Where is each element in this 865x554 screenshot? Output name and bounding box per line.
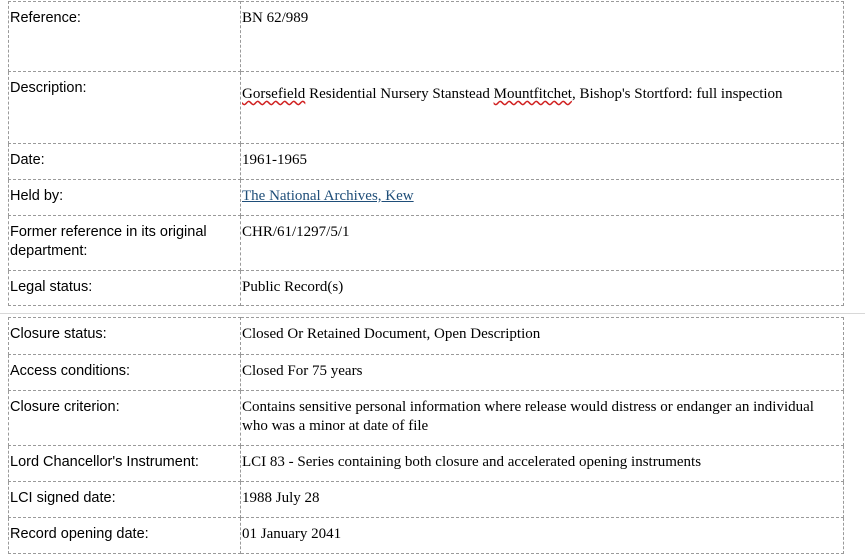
- table-row: [9, 271, 844, 306]
- reference-value: BN 62/989: [241, 2, 844, 72]
- description-label: Description:: [9, 72, 241, 144]
- page-separator: [0, 313, 865, 314]
- misspelled-word: Gorsefield: [242, 86, 306, 102]
- table-row: [9, 518, 844, 554]
- closure-status-value: Closed Or Retained Document, Open Description: [241, 318, 844, 355]
- date-value: 1961-1965: [241, 144, 844, 180]
- lci-signed-date-label: LCI signed date:: [9, 482, 241, 518]
- table-row: [9, 446, 844, 482]
- held-by-label: Held by:: [9, 180, 241, 216]
- misspelled-word: Mountfitchet: [493, 86, 572, 102]
- held-by-value: [241, 180, 844, 216]
- access-conditions-label: Access conditions:: [9, 355, 241, 391]
- table-row: [9, 355, 844, 391]
- legal-status-value: Public Record(s): [241, 271, 844, 306]
- held-by-link[interactable]: The National Archives, Kew: [242, 188, 414, 204]
- date-label: Date:: [9, 144, 241, 180]
- table-row: [9, 216, 844, 271]
- closure-criterion-value: Contains sensitive personal information where release would distress or endanger an individual who was a minor at date of file: [241, 391, 844, 446]
- table-row: [9, 144, 844, 180]
- record-opening-date-value: 01 January 2041: [241, 518, 844, 554]
- access-conditions-value: Closed For 75 years: [241, 355, 844, 391]
- record-opening-date-label: Record opening date:: [9, 518, 241, 554]
- lci-signed-date-value: 1988 July 28: [241, 482, 844, 518]
- closure-status-label: Closure status:: [9, 318, 241, 355]
- lord-chancellors-instrument-value: LCI 83 - Series containing both closure and accelerated opening instruments: [241, 446, 844, 482]
- table-row: [9, 482, 844, 518]
- former-reference-label: Former reference in its original department:: [9, 216, 241, 271]
- table-row: [9, 180, 844, 216]
- description-value: Gorsefield Residential Nursery Stanstead Mountfitchet, Bishop's Stortford: full inspection: [241, 72, 844, 144]
- legal-status-label: Legal status:: [9, 271, 241, 306]
- record-details-table: [8, 1, 844, 306]
- access-details-table: [8, 317, 844, 554]
- reference-label: Reference:: [9, 2, 241, 72]
- table-row: [9, 391, 844, 446]
- closure-criterion-label: Closure criterion:: [9, 391, 241, 446]
- table-row: [9, 318, 844, 355]
- table-row: [9, 2, 844, 72]
- table-row: [9, 72, 844, 144]
- lord-chancellors-instrument-label: Lord Chancellor's Instrument:: [9, 446, 241, 482]
- former-reference-value: CHR/61/1297/5/1: [241, 216, 844, 271]
